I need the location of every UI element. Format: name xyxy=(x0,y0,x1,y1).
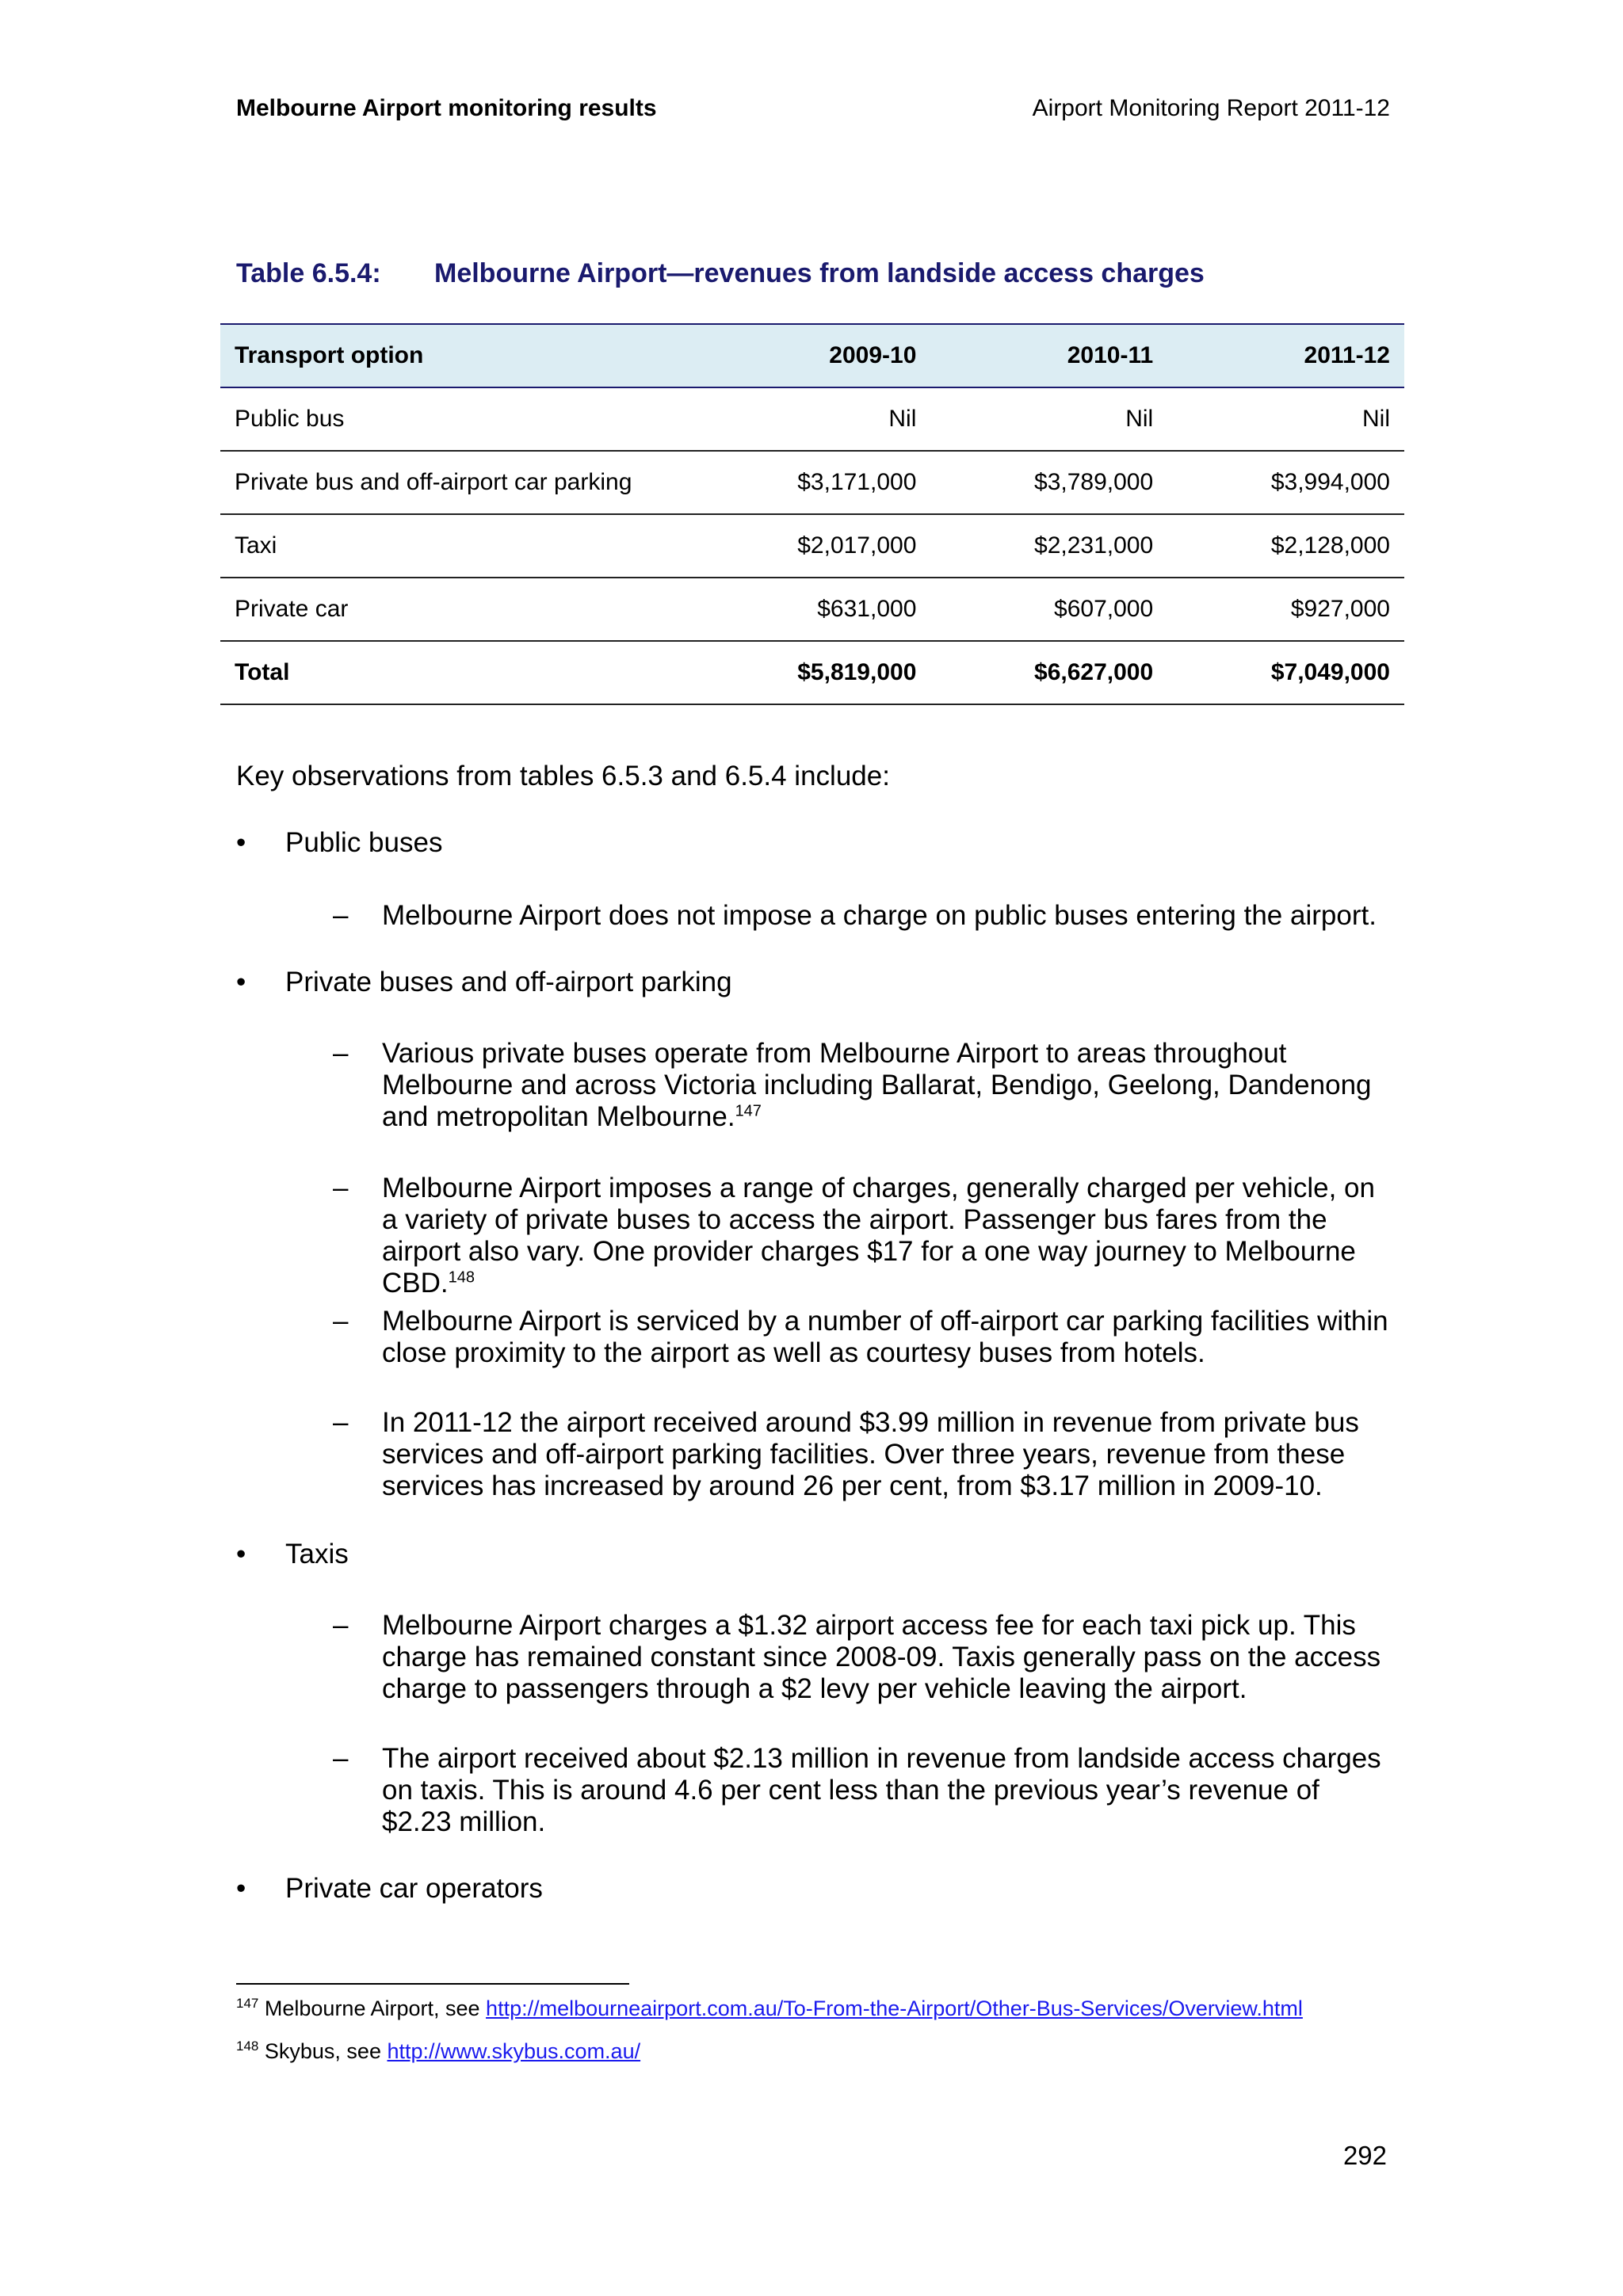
footnote-divider xyxy=(236,1983,629,1985)
dash-item xyxy=(333,1610,1395,1705)
footnote-text: Skybus, see xyxy=(264,2039,388,2063)
table-cell: Nil xyxy=(1167,387,1404,451)
page-number: 292 xyxy=(1342,2141,1387,2170)
bullet-text: Public buses xyxy=(285,827,443,858)
dash-text: The airport received about $2.13 million in revenue from landside access charges on taxis. This is around 4.6 per cent less than the previous year’s revenue of $2.23 million. xyxy=(382,1743,1381,1837)
dash-item xyxy=(333,1743,1395,1838)
dash-text: In 2011-12 the airport received around $3.99 million in revenue from private bus services and off-airport parking facilities. Over three years, revenue from these services has increased by around 26 per cent, from $3.17 million in 2009-10. xyxy=(382,1407,1359,1501)
bullet-text: Private buses and off-airport parking xyxy=(285,967,732,997)
revenue-table xyxy=(220,323,1404,705)
column-header: 2009-10 xyxy=(694,324,931,387)
table-cell: $5,819,000 xyxy=(694,641,931,704)
row-label: Taxi xyxy=(220,514,694,578)
dash-marker: – xyxy=(333,900,349,931)
footnote-link[interactable]: http://melbourneairport.com.au/To-From-the-Airport/Other-Bus-Services/Overview.html xyxy=(486,1997,1303,2020)
table-cell: $2,231,000 xyxy=(930,514,1167,578)
table-cell: Nil xyxy=(930,387,1167,451)
dash-item xyxy=(333,1173,1395,1299)
footnote-text: Melbourne Airport, see xyxy=(264,1997,487,2020)
table-cell: $2,017,000 xyxy=(694,514,931,578)
table-caption xyxy=(236,258,1205,289)
table-cell: $3,994,000 xyxy=(1167,451,1404,514)
bullet-text: Taxis xyxy=(285,1539,349,1569)
footnote-link[interactable]: http://www.skybus.com.au/ xyxy=(387,2039,641,2063)
column-header: Transport option xyxy=(220,324,694,387)
footnote-number: 147 xyxy=(236,1996,259,2011)
bullet-marker: • xyxy=(236,1539,246,1569)
bullet-marker: • xyxy=(236,1873,246,1904)
table-total-row xyxy=(220,641,1404,704)
column-header: 2011-12 xyxy=(1167,324,1404,387)
dash-item xyxy=(333,900,1395,932)
footnote-number: 148 xyxy=(236,2039,259,2054)
table-cell: $2,128,000 xyxy=(1167,514,1404,578)
table-cell: $607,000 xyxy=(930,578,1167,641)
running-header-section: Melbourne Airport monitoring results xyxy=(236,95,657,121)
table-row xyxy=(220,387,1404,451)
bullet-item xyxy=(236,1873,543,1905)
table-row xyxy=(220,514,1404,578)
table-cell: $927,000 xyxy=(1167,578,1404,641)
dash-text: Melbourne Airport does not impose a charge on public buses entering the airport. xyxy=(382,900,1377,931)
bullet-marker: • xyxy=(236,967,246,997)
table-header-row xyxy=(220,324,1404,387)
dash-text: Melbourne Airport is serviced by a number of off-airport car parking facilities within close proximity to the airport as well as courtesy buses from hotels. xyxy=(382,1306,1388,1368)
bullet-text: Private car operators xyxy=(285,1873,543,1904)
bullet-item xyxy=(236,827,442,859)
dash-marker: – xyxy=(333,1743,349,1774)
bullet-item xyxy=(236,967,732,998)
dash-marker: – xyxy=(333,1610,349,1641)
bullet-marker: • xyxy=(236,827,246,858)
dash-marker: – xyxy=(333,1173,349,1203)
footnote-148 xyxy=(236,2039,640,2064)
table-cell: $3,171,000 xyxy=(694,451,931,514)
observations-intro: Key observations from tables 6.5.3 and 6.5.4 include: xyxy=(236,761,890,791)
running-header-report: Airport Monitoring Report 2011-12 xyxy=(1032,95,1390,121)
table-row xyxy=(220,451,1404,514)
table-cell: Nil xyxy=(694,387,931,451)
table-title: Melbourne Airport—revenues from landside access charges xyxy=(434,258,1205,288)
footnote-147 xyxy=(236,1997,1303,2021)
table-cell: $7,049,000 xyxy=(1167,641,1404,704)
dash-item xyxy=(333,1038,1395,1133)
table-cell: $6,627,000 xyxy=(930,641,1167,704)
bullet-item xyxy=(236,1539,349,1570)
table-row xyxy=(220,578,1404,641)
table-cell: $631,000 xyxy=(694,578,931,641)
dash-text: Various private buses operate from Melbourne Airport to areas throughout Melbourne and across Victoria including Ballarat, Bendigo, Geelong, Dandenong and metropolitan Melbourne. xyxy=(382,1038,1372,1132)
dash-text: Melbourne Airport imposes a range of charges, generally charged per vehicle, on a variety of private buses to access the airport. Passenger bus fares from the airport also vary. One provider charges $17 for a one way journey to Melbourne CBD. xyxy=(382,1173,1375,1299)
dash-item xyxy=(333,1407,1395,1502)
dash-marker: – xyxy=(333,1038,349,1069)
table-cell: $3,789,000 xyxy=(930,451,1167,514)
row-label: Private car xyxy=(220,578,694,641)
footnote-ref: 148 xyxy=(448,1268,475,1287)
dash-marker: – xyxy=(333,1306,349,1337)
column-header: 2010-11 xyxy=(930,324,1167,387)
dash-item xyxy=(333,1306,1395,1369)
table-number: Table 6.5.4: xyxy=(236,258,381,288)
row-label: Total xyxy=(220,641,694,704)
footnote-ref: 147 xyxy=(735,1102,762,1120)
row-label: Private bus and off-airport car parking xyxy=(220,451,694,514)
dash-marker: – xyxy=(333,1407,349,1438)
dash-text: Melbourne Airport charges a $1.32 airport access fee for each taxi pick up. This charge has remained constant since 2008-09. Taxis generally pass on the access charge to passengers through a $2 levy per vehicle leaving the airport. xyxy=(382,1610,1381,1704)
row-label: Public bus xyxy=(220,387,694,451)
